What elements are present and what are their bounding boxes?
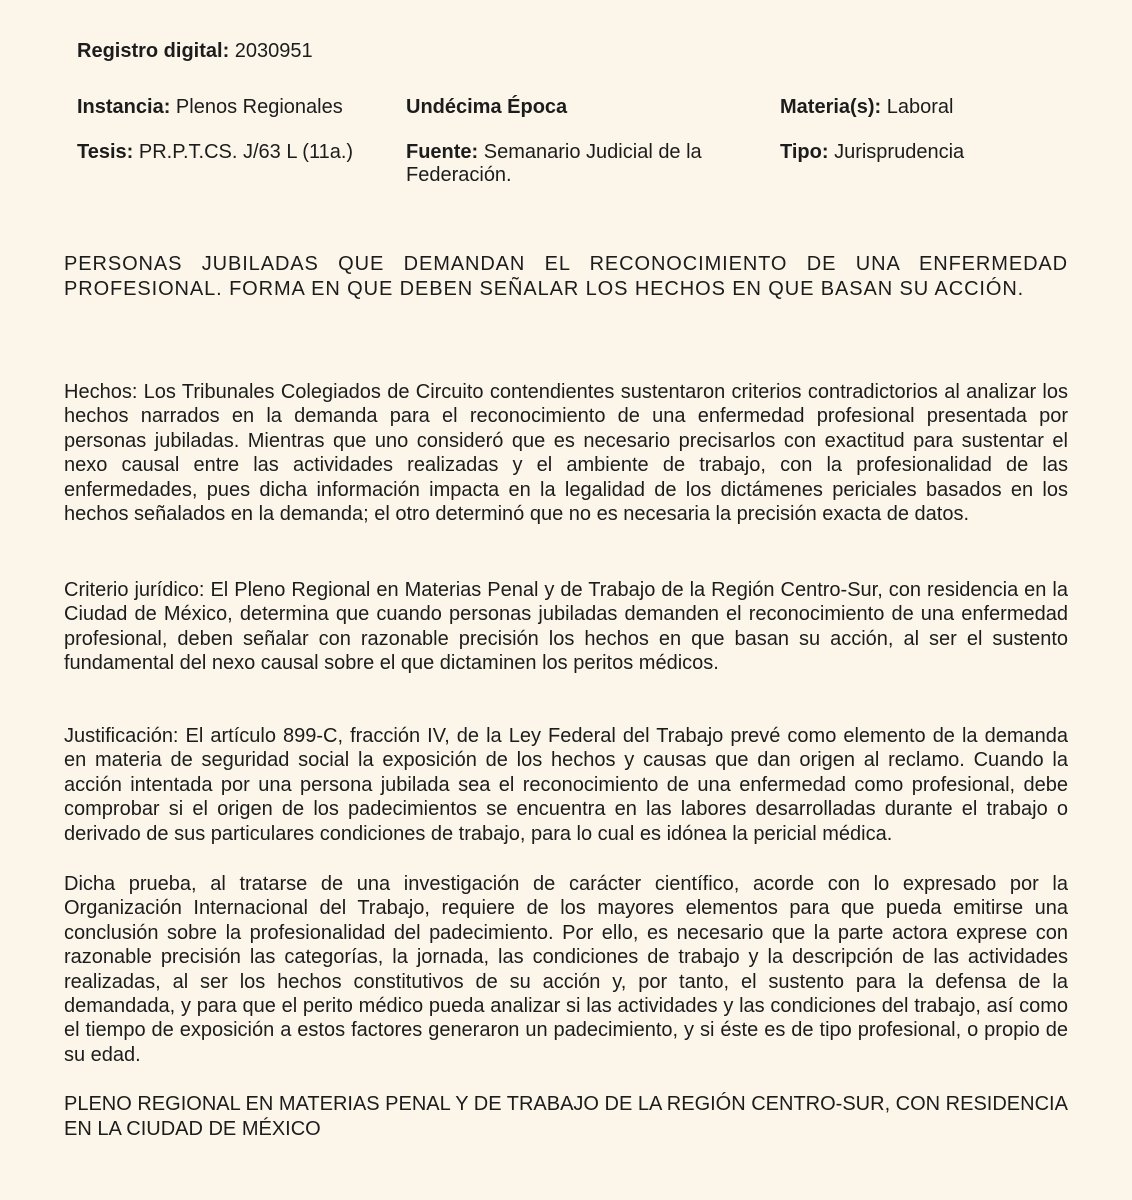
materia — [780, 96, 953, 119]
materia-label: Materia(s): — [780, 96, 882, 118]
criterio-paragraph: Criterio jurídico: El Pleno Regional en Materias Penal y de Trabajo de la Región Centro-Sur, con residencia en la Ciudad de México, determina que cuando personas jubiladas demanden el reconocimiento de una enfermedad profesional, deben señalar con razonable precisión los hechos en que basan su acción, al ser el sustento fundamental del nexo causal sobre el que dictaminen los peritos médicos. — [64, 579, 1068, 675]
fuente — [406, 141, 751, 187]
tesis-value: PR.P.T.CS. J/63 L (11a.) — [138, 141, 354, 163]
fuente-label: Fuente: — [406, 141, 479, 163]
justificacion-paragraph: Justificación: El artículo 899-C, fracción IV, de la Ley Federal del Trabajo prevé como elemento de la demanda en materia de seguridad social la exposición de los hechos y causas que dan origen al reclamo. Cuando la acción intentada por una persona jubilada sea el reconocimiento de una enfermedad como profesional, debe comprobar si el origen de los padecimientos se encuentra en las labores desarrolladas durante el trabajo o derivado de sus particulares condiciones de trabajo, para lo cual es idónea la pericial médica. — [64, 725, 1068, 845]
thesis-title: PERSONAS JUBILADAS QUE DEMANDAN EL RECONOCIMIENTO DE UNA ENFERMEDAD PROFESIONAL. FORMA EN QUE DEBEN SEÑALAR LOS HECHOS EN QUE BASAN SU ACCIÓN. — [64, 253, 1068, 300]
materia-value: Laboral — [886, 96, 954, 118]
issuing-court: PLENO REGIONAL EN MATERIAS PENAL Y DE TRABAJO DE LA REGIÓN CENTRO-SUR, CON RESIDENCIA EN LA CIUDAD DE MÉXICO — [64, 1093, 1067, 1140]
hechos-paragraph: Hechos: Los Tribunales Colegiados de Circuito contendientes sustentaron criterios contradictorios al analizar los hechos narrados en la demanda para el reconocimiento de una enfermedad profesional presentada por personas jubiladas. Mientras que uno consideró que es necesario precisarlos con exactitud para sustentar el nexo causal entre las actividades realizadas y el ambiente de trabajo, con la profesionalidad de las enfermedades, pues dicha información impacta en la legalidad de los dictámenes periciales basados en los hechos señalados en la demanda; el otro determinó que no es necesaria la precisión exacta de datos. — [64, 381, 1068, 526]
instancia-label: Instancia: — [77, 96, 171, 118]
justificacion-continuation-paragraph: Dicha prueba, al tratarse de una investigación de carácter científico, acorde con lo expresado por la Organización Internacional del Trabajo, requiere de los mayores elementos para que pueda emitirse una conclusión sobre la profesionalidad del padecimiento. Por ello, es necesario que la parte actora exprese con razonable precisión las categorías, la jornada, las condiciones de trabajo y la descripción de las actividades realizadas, al ser los hechos constitutivos de su acción y, por tanto, el sustento para la defensa de la demandada, y para que el perito médico pueda analizar si las actividades y las condiciones del trabajo, así como el tiempo de exposición a estos factores generaron un padecimiento, y si éste es de tipo profesional, o propio de su edad. — [64, 873, 1068, 1066]
tesis — [77, 141, 353, 164]
fuente-value: Semanario Judicial de la Federación. — [406, 141, 702, 186]
instancia — [77, 96, 343, 119]
registro-value: 2030951 — [234, 40, 313, 62]
instancia-value: Plenos Regionales — [175, 96, 343, 118]
tipo-label: Tipo: — [780, 141, 829, 163]
epoca: Undécima Época — [406, 96, 568, 118]
tipo — [780, 141, 964, 164]
tesis-label: Tesis: — [77, 141, 134, 163]
tipo-value: Jurisprudencia — [834, 141, 965, 163]
registro-digital — [77, 40, 313, 63]
registro-label: Registro digital: — [77, 40, 230, 62]
